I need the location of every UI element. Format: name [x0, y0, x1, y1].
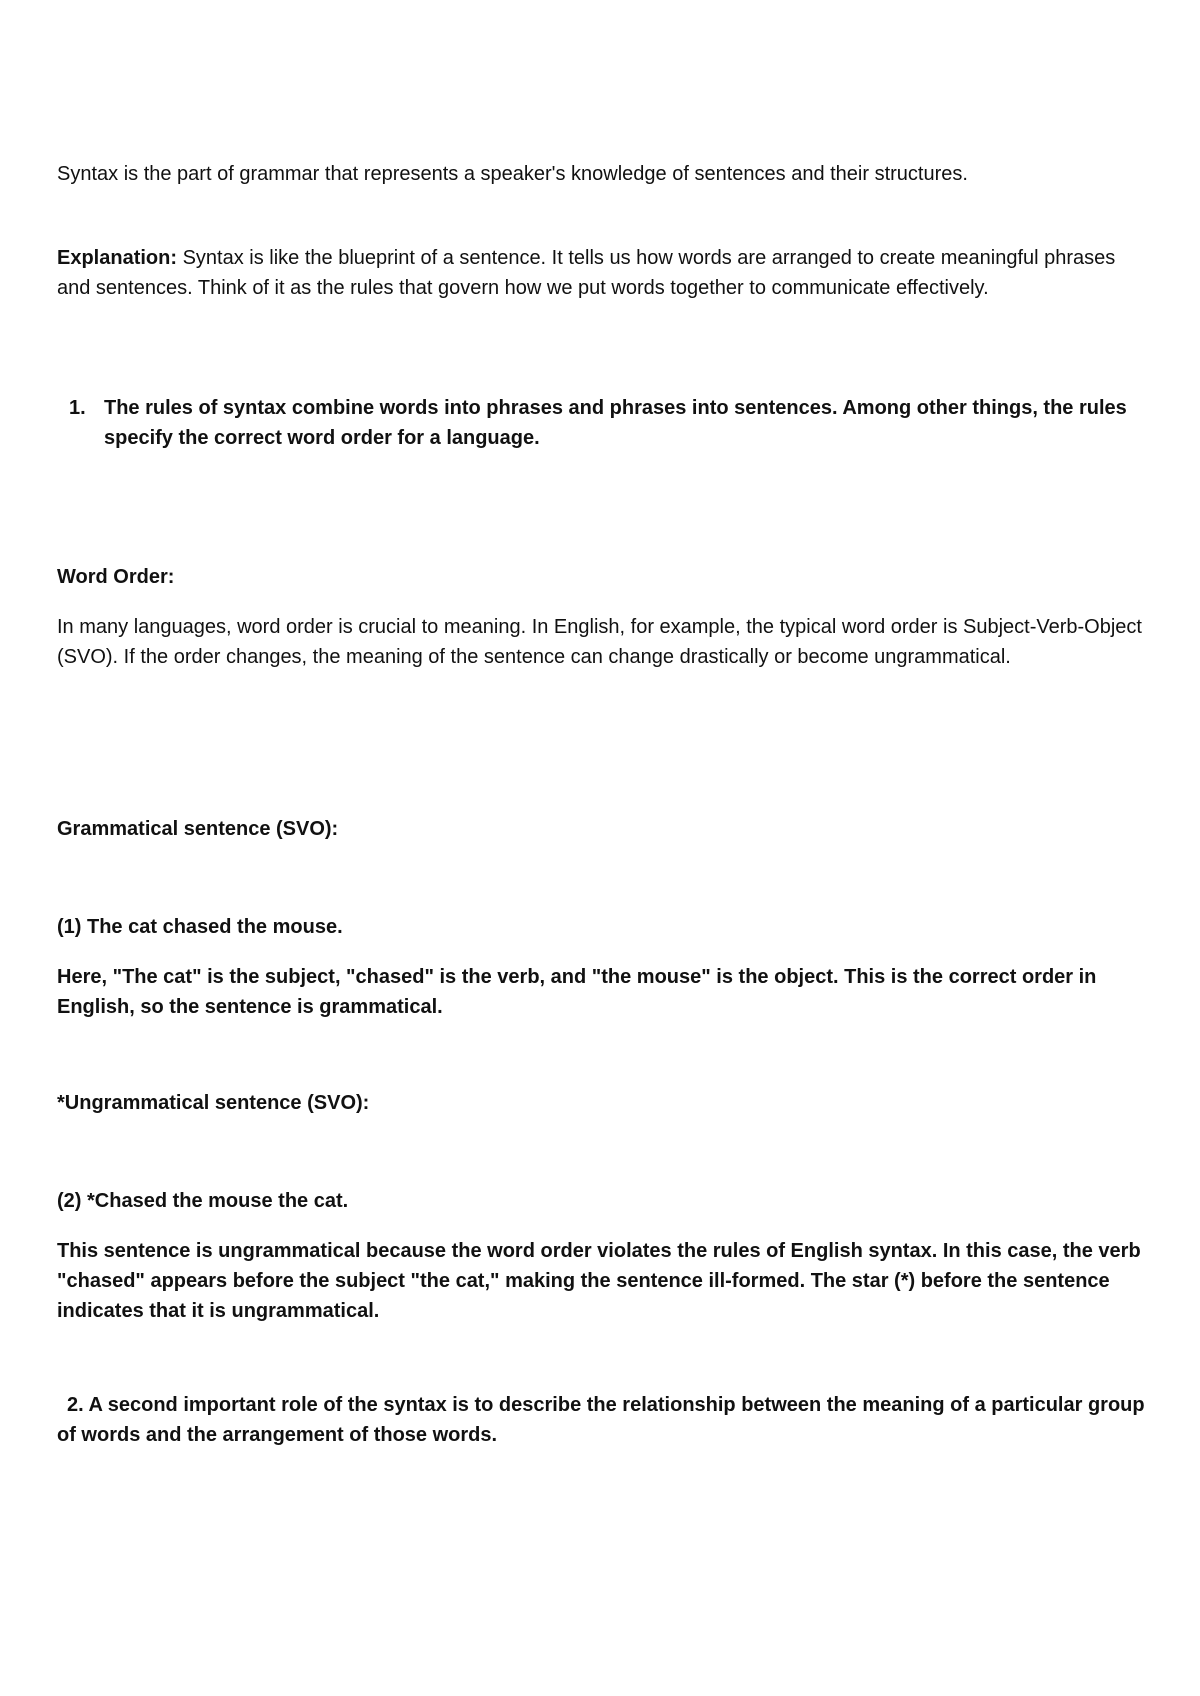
grammatical-explanation: Here, "The cat" is the subject, "chased" is the verb, and "the mouse" is the object. This is the correct order in English, so the sentence is grammatical.	[57, 966, 1097, 1018]
numbered-point-1	[57, 393, 1147, 453]
ungrammatical-example: (2) *Chased the mouse the cat.	[57, 1190, 349, 1212]
point-1-number: 1.	[69, 397, 86, 419]
ungrammatical-explanation: This sentence is ungrammatical because the word order violates the rules of English syntax. In this case, the verb "chased" appears before the subject "the cat," making the sentence ill-formed. The star (*) before the sentence indicates that it is ungrammatical.	[57, 1240, 1141, 1322]
point-1-text: The rules of syntax combine words into phrases and phrases into sentences. Among other things, the rules specify the correct word order for a language.	[104, 397, 1127, 449]
word-order-paragraph: In many languages, word order is crucial to meaning. In English, for example, the typical word order is Subject-Verb-Object (SVO). If the order changes, the meaning of the sentence can change drastically or become ungrammatical.	[57, 616, 1142, 668]
grammatical-example: (1) The cat chased the mouse.	[57, 916, 343, 938]
intro-paragraph: Syntax is the part of grammar that represents a speaker's knowledge of sentences and their structures.	[57, 163, 968, 185]
explanation-label: Explanation:	[57, 247, 178, 269]
ungrammatical-heading: *Ungrammatical sentence (SVO):	[57, 1092, 370, 1114]
grammatical-heading: Grammatical sentence (SVO):	[57, 818, 339, 840]
explanation-text: Syntax is like the blueprint of a sentence. It tells us how words are arranged to create meaningful phrases and sentences. Think of it as the rules that govern how we put words together to communicate effectively.	[57, 247, 1116, 299]
explanation-paragraph	[57, 243, 1147, 303]
word-order-heading: Word Order:	[57, 566, 175, 588]
numbered-point-2: 2. A second important role of the syntax is to describe the relationship between the meaning of a particular group of words and the arrangement of those words.	[57, 1394, 1145, 1446]
